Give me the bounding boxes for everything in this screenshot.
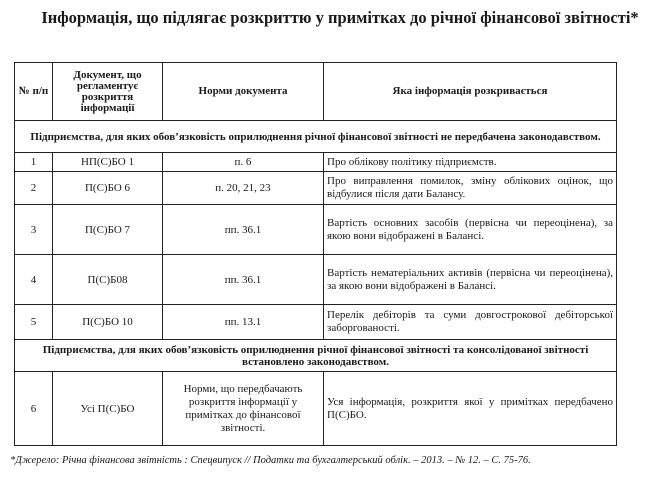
row-document: НП(С)БО 1 [53,153,163,172]
header-info: Яка інформація розкривається [324,63,617,121]
row-num: 6 [15,372,53,446]
row-num: 2 [15,172,53,205]
row-norms: п. 6 [163,153,324,172]
row-norms: пп. 36.1 [163,205,324,255]
row-info: Про облікову політику підприємств. [324,153,617,172]
row-document: П(С)БО 6 [53,172,163,205]
row-num: 1 [15,153,53,172]
table-row [15,255,617,305]
row-norms: пп. 36.1 [163,255,324,305]
table-row [15,305,617,340]
header-num: № п/п [15,63,53,121]
section-title: Підприємства, для яких обов’язковість оприлюднення річної фінансової звітності та консолідованої звітності встановлено законодавством. [15,340,617,372]
table-header-row [15,63,617,121]
row-document: Усі П(С)БО [53,372,163,446]
row-num: 3 [15,205,53,255]
page-title: Інформація, що підлягає розкриттю у примітках до річної фінансової звітності* [41,8,639,27]
table-row [15,172,617,205]
row-info: Уся інформація, розкриття якої у примітках передбачено П(С)БО. [324,372,617,446]
disclosure-table [14,62,617,446]
row-num: 4 [15,255,53,305]
row-document: П(С)Б08 [53,255,163,305]
row-norms: п. 20, 21, 23 [163,172,324,205]
section-title: Підприємства, для яких обов’язковість оприлюднення річної фінансової звітності не передбачена законодавством. [15,121,617,153]
header-document: Документ, що регламентує розкриття інформації [53,63,163,121]
table-row [15,372,617,446]
row-norms: пп. 13.1 [163,305,324,340]
row-document: П(С)БО 7 [53,205,163,255]
row-info: Вартість основних засобів (первісна чи переоцінена), за якою вони відображені в Балансі. [324,205,617,255]
row-norms: Норми, що передбачають розкриття інформації у примітках до фінансової звітності. [163,372,324,446]
table-row [15,205,617,255]
table-row [15,153,617,172]
source-footnote: *Джерело: Річна фінансова звітність : Спецвипуск // Податки та бухгалтерський облік. – 2013. – № 12. – С. 75-76. [10,455,531,466]
section-row [15,121,617,153]
row-document: П(С)БО 10 [53,305,163,340]
header-norms: Норми документа [163,63,324,121]
row-info: Вартість нематеріальних активів (первісна чи переоцінена), за якою вони відображені в Балансі. [324,255,617,305]
section-row [15,340,617,372]
row-num: 5 [15,305,53,340]
row-info: Перелік дебіторів та суми довгострокової дебіторської заборгованості. [324,305,617,340]
row-info: Про виправлення помилок, зміну облікових оцінок, що відбулися після дати Балансу. [324,172,617,205]
